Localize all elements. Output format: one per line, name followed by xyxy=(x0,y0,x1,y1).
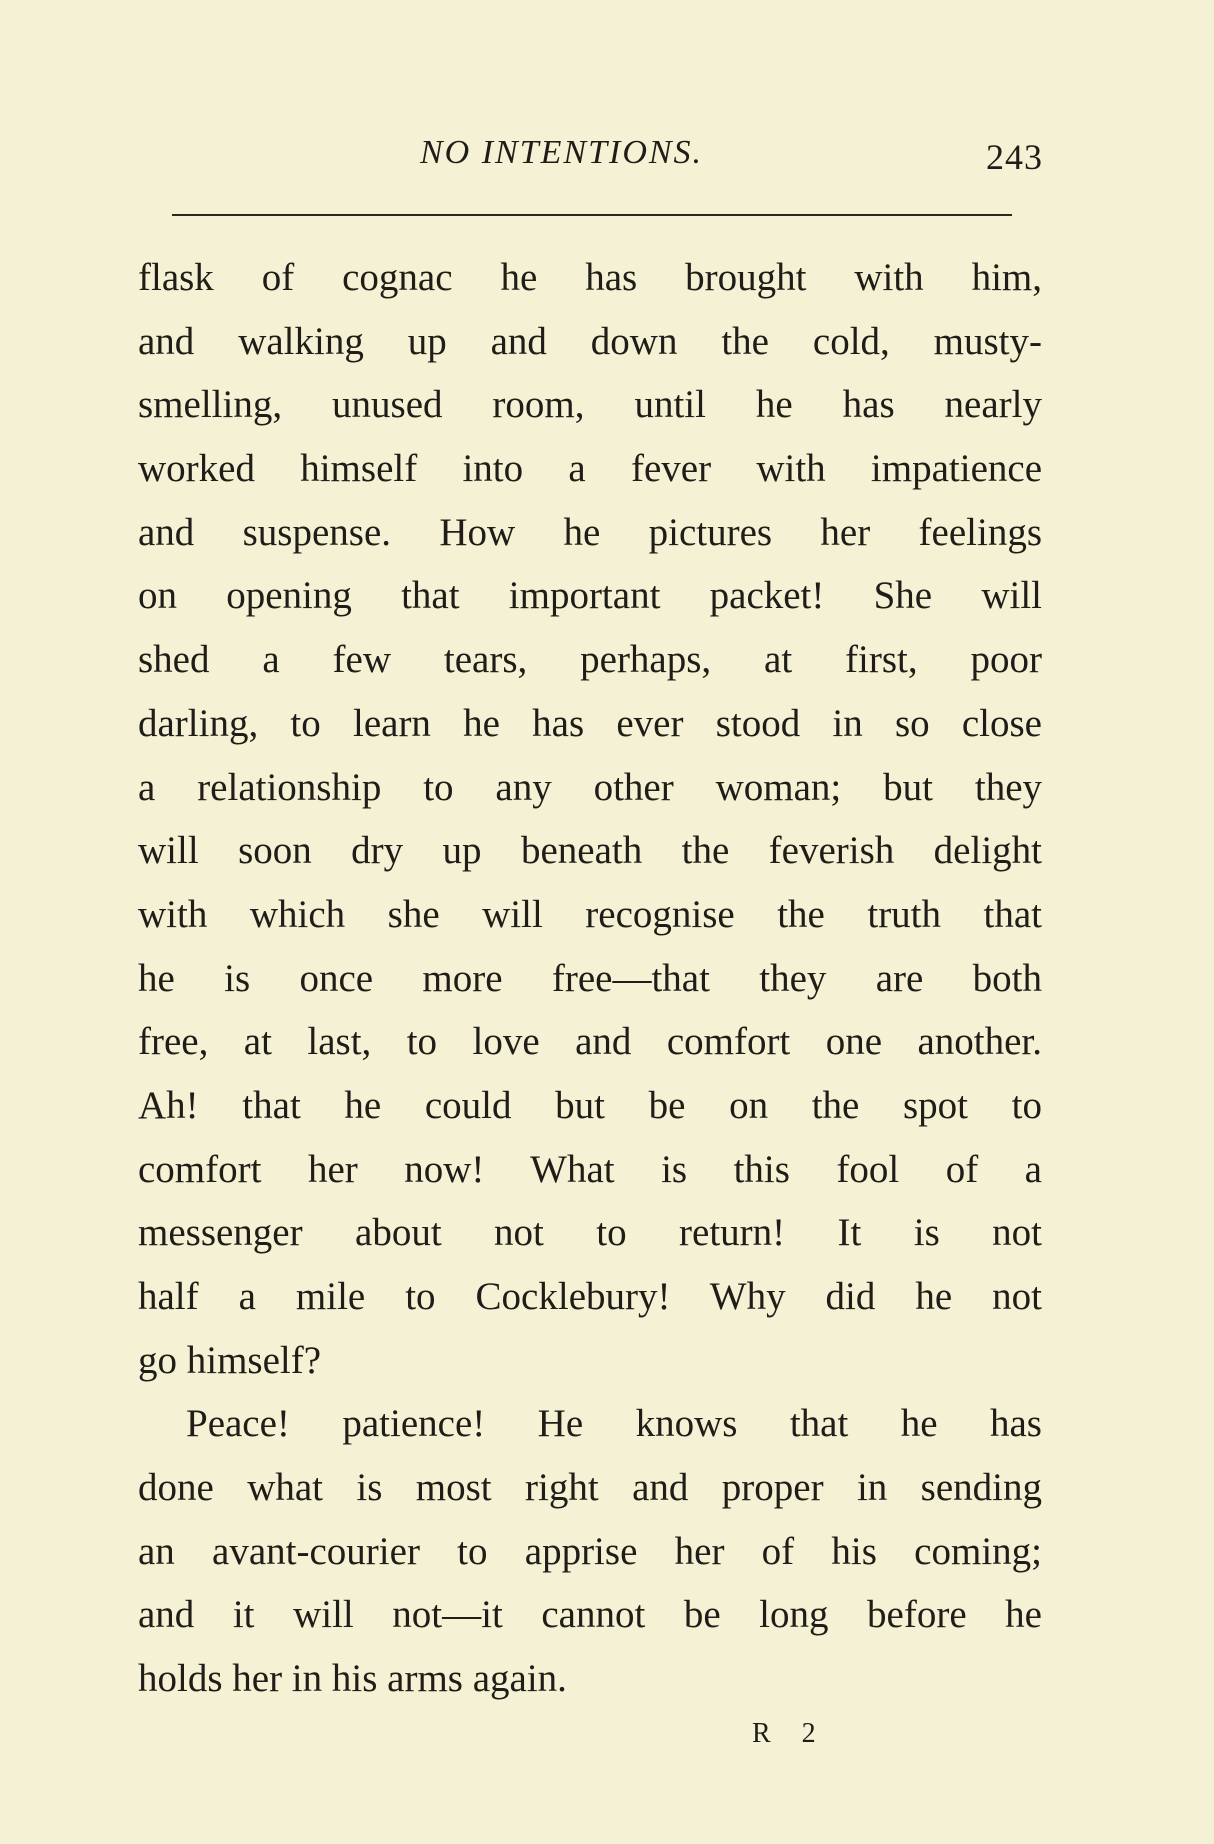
text-line-paragraph-end: holds her in his arms again. xyxy=(138,1657,567,1701)
text-line: a relationship to any other woman; but they xyxy=(138,765,1042,809)
text-line: comfort her now! What is this fool of a xyxy=(138,1147,1042,1191)
text-line: Ah! that he could but be on the spot to xyxy=(138,1083,1042,1127)
text-line: and walking up and down the cold, musty- xyxy=(138,319,1042,363)
text-line: will soon dry up beneath the feverish delight xyxy=(138,829,1042,873)
text-line: messenger about not to return! It is not xyxy=(138,1211,1042,1255)
running-head xyxy=(0,134,1214,184)
body-text xyxy=(138,246,1042,1711)
header-rule xyxy=(172,214,1012,216)
text-line: shed a few tears, perhaps, at first, poor xyxy=(138,638,1042,682)
text-line: on opening that important packet! She will xyxy=(138,574,1042,618)
text-line: flask of cognac he has brought with him, xyxy=(138,256,1042,299)
text-line-paragraph-end: go himself? xyxy=(138,1338,322,1382)
text-line: he is once more free—that they are both xyxy=(138,956,1042,1000)
signature-mark: R 2 xyxy=(752,1718,828,1749)
text-line: with which she will recognise the truth that xyxy=(138,892,1042,936)
text-line: free, at last, to love and comfort one another. xyxy=(138,1020,1042,1064)
text-line: smelling, unused room, until he has nearly xyxy=(138,383,1042,427)
text-line: and it will not—it cannot be long before he xyxy=(138,1593,1042,1637)
text-line: an avant-courier to apprise her of his coming; xyxy=(138,1529,1042,1573)
text-line: and suspense. How he pictures her feelings xyxy=(138,510,1042,554)
text-line-paragraph-start: Peace! patience! He knows that he has xyxy=(186,1402,1042,1446)
running-title: NO INTENTIONS. xyxy=(420,134,704,171)
text-line: worked himself into a fever with impatience xyxy=(138,447,1042,491)
text-line: darling, to learn he has ever stood in so close xyxy=(138,701,1042,745)
text-line: done what is most right and proper in sending xyxy=(138,1466,1042,1510)
page-number: 243 xyxy=(986,137,1043,177)
text-line: half a mile to Cocklebury! Why did he not xyxy=(138,1275,1042,1318)
